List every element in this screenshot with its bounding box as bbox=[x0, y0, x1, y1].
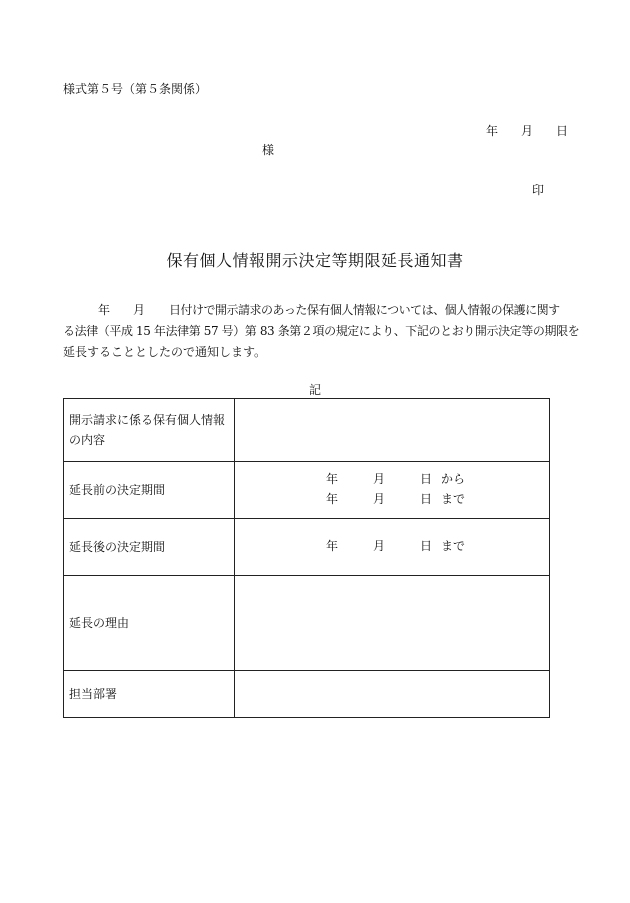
body-line-1 bbox=[63, 301, 560, 318]
period-from-label: から bbox=[441, 472, 466, 486]
content-label-cell bbox=[64, 399, 235, 462]
body-line-2: る法律（平成 15 年法律第 57 号）第 83 条第２項の規定により、下記のとおり開示決定等の期限を bbox=[63, 324, 580, 338]
table-row bbox=[64, 576, 550, 671]
date-day-label: 日 bbox=[556, 124, 569, 138]
ki-heading: 記 bbox=[309, 383, 322, 397]
before-period-end bbox=[235, 490, 549, 510]
department-label: 担当部署 bbox=[64, 671, 235, 718]
period-year-label: 年 bbox=[326, 492, 339, 506]
detail-table bbox=[63, 398, 550, 718]
table-row bbox=[64, 671, 550, 718]
after-period-end bbox=[235, 537, 549, 557]
period-day-label: 日 bbox=[420, 492, 433, 506]
reason-cell[interactable] bbox=[235, 576, 550, 671]
table-row bbox=[64, 399, 550, 462]
content-label-line-1: 開示請求に係る保有個人情報 bbox=[69, 413, 226, 427]
date-month-label: 月 bbox=[521, 124, 534, 138]
table-row bbox=[64, 462, 550, 519]
before-period-cell[interactable] bbox=[235, 462, 550, 519]
period-year-label: 年 bbox=[326, 539, 339, 553]
issue-date bbox=[0, 122, 630, 138]
after-period-label: 延長後の決定期間 bbox=[64, 519, 235, 576]
body-line-3: 延長することとしたので通知します。 bbox=[63, 345, 267, 359]
period-month-label: 月 bbox=[373, 539, 386, 553]
recipient-honorific: 様 bbox=[262, 143, 275, 157]
seal-mark: 印 bbox=[532, 183, 545, 197]
form-number: 様式第５号（第５条関係） bbox=[63, 82, 208, 96]
body-text-1: 日付けで開示請求のあった保有個人情報については、個人情報の保護に関す bbox=[169, 303, 560, 317]
period-day-label: 日 bbox=[420, 472, 433, 486]
table-row bbox=[64, 519, 550, 576]
period-day-label: 日 bbox=[420, 539, 433, 553]
document-title: 保有個人情報開示決定等期限延長通知書 bbox=[166, 251, 464, 270]
after-period-cell[interactable] bbox=[235, 519, 550, 576]
before-period-start bbox=[235, 470, 549, 490]
date-year-label: 年 bbox=[486, 124, 499, 138]
reason-label: 延長の理由 bbox=[64, 576, 235, 671]
period-year-label: 年 bbox=[326, 472, 339, 486]
content-value-cell[interactable] bbox=[235, 399, 550, 462]
before-period-label: 延長前の決定期間 bbox=[64, 462, 235, 519]
body-month-label: 月 bbox=[133, 303, 146, 317]
body-year-label: 年 bbox=[98, 303, 111, 317]
period-month-label: 月 bbox=[373, 472, 386, 486]
period-month-label: 月 bbox=[373, 492, 386, 506]
content-label-line-2: の内容 bbox=[69, 433, 106, 447]
period-until-label: まで bbox=[441, 492, 466, 506]
period-until-label: まで bbox=[441, 539, 466, 553]
department-cell[interactable] bbox=[235, 671, 550, 718]
